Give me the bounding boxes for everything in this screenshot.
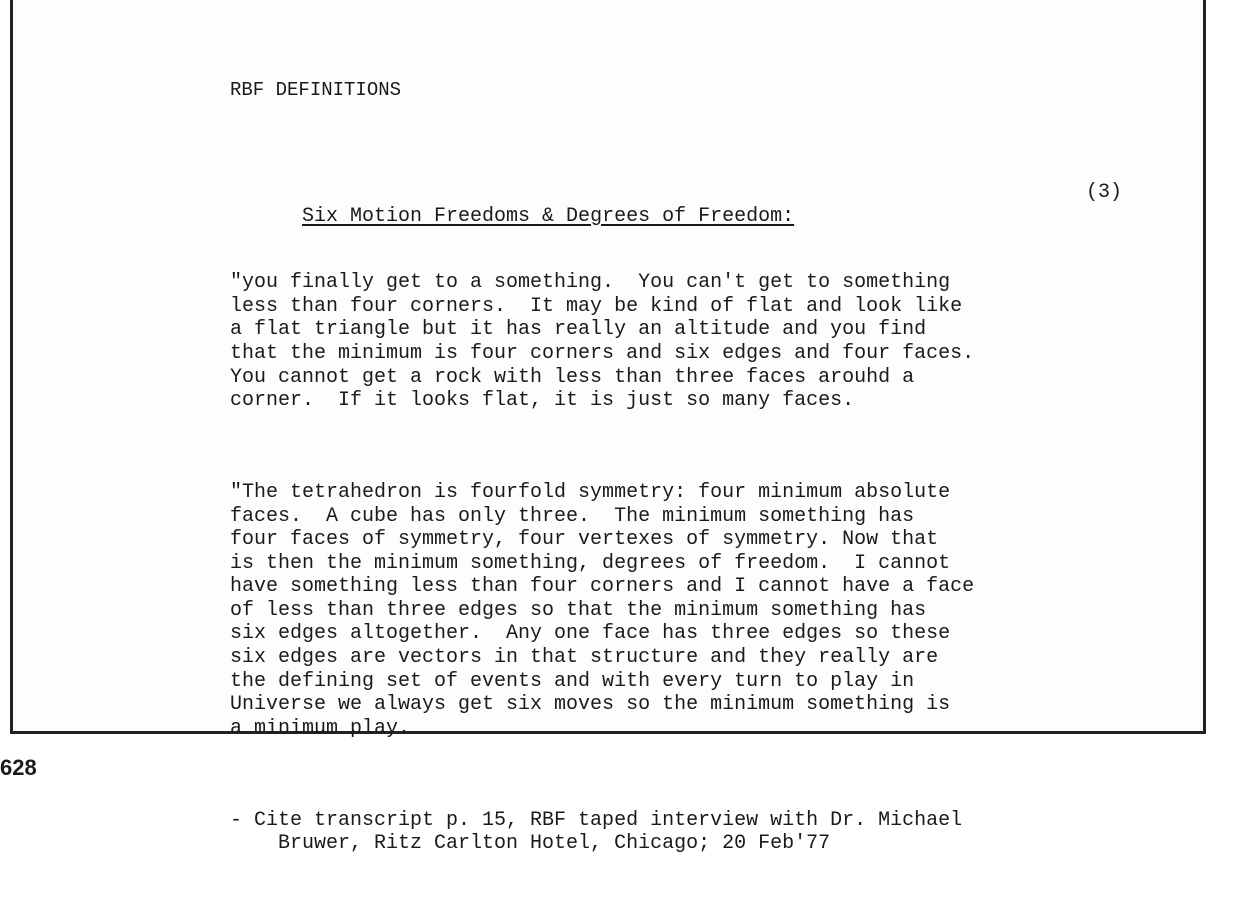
card-subtitle: Six Motion Freedoms & Degrees of Freedom: — [302, 204, 795, 228]
quote-paragraph-1: "you finally get to a something. You can't get to something less than four corners. It may be kind of flat and look like a flat triangle but it has really an altitude and you find that the minimum is four corners and six edges and four faces. You cannot get a rock with less than three faces arouhd a corner. If it looks flat, it is just so many faces. — [230, 271, 975, 413]
citation: - Cite transcript p. 15, RBF taped interview with Dr. Michael Bruwer, Ritz Carlton Hotel, Chicago; 20 Feb'77 — [230, 808, 963, 856]
card-title-row — [230, 180, 1122, 228]
quote-paragraph-2: "The tetrahedron is fourfold symmetry: four minimum absolute faces. A cube has only three. The minimum something has four faces of symmetry, four vertexes of symmetry. Now that is then the minimum something, degrees of freedom. I cannot have something less than four corners and I cannot have a face of less than three edges so that the minimum something has six edges altogether. Any one face has three edges so these six edges are vectors in that structure and they really are the defining set of events and with every turn to play in Universe we always get six moves so the minimum something is a minimum play. — [230, 480, 975, 740]
card-number: (3) — [1085, 180, 1122, 204]
card-heading: RBF DEFINITIONS — [230, 79, 402, 102]
card-content — [230, 32, 1130, 903]
page-number: 628 — [0, 755, 37, 780]
